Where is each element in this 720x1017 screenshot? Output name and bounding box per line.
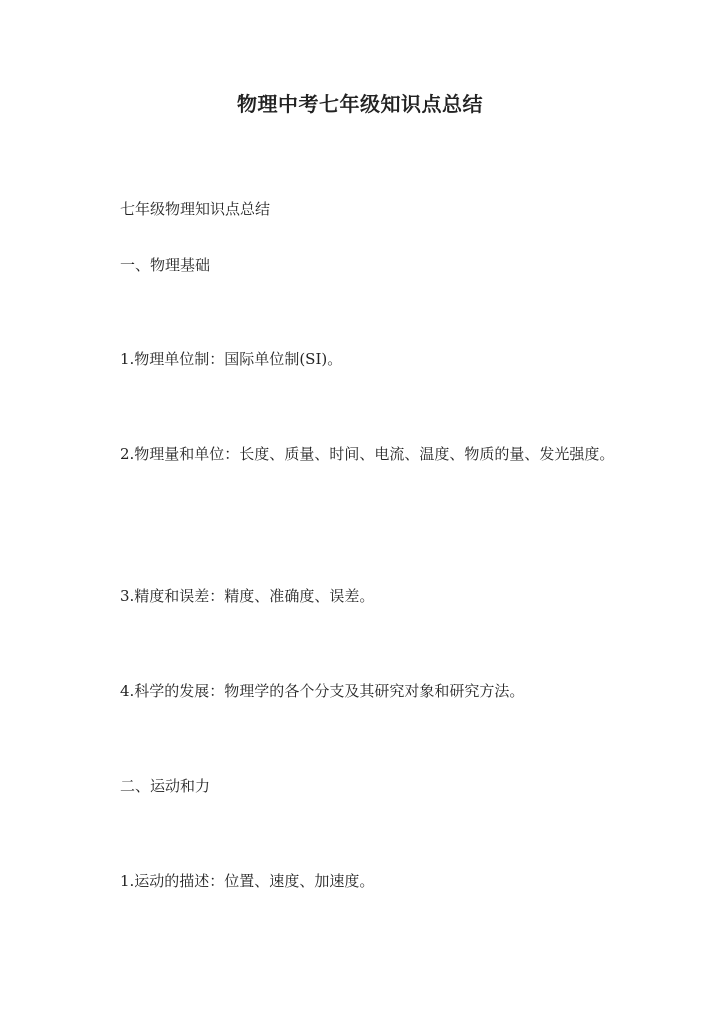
paragraph-1-1: 1.物理单位制：国际单位制(SI)。 <box>120 350 343 368</box>
section-heading-1: 一、物理基础 <box>120 256 211 274</box>
document-title: 物理中考七年级知识点总结 <box>237 92 483 116</box>
paragraph-1-2: 2.物理量和单位：长度、质量、时间、电流、温度、物质的量、发光强度。 <box>120 445 615 463</box>
paragraph-2-1: 1.运动的描述：位置、速度、加速度。 <box>120 872 375 890</box>
paragraph-subtitle: 七年级物理知识点总结 <box>120 200 271 218</box>
paragraph-1-4: 4.科学的发展：物理学的各个分支及其研究对象和研究方法。 <box>120 682 525 700</box>
paragraph-1-3: 3.精度和误差：精度、准确度、误差。 <box>120 587 375 605</box>
section-heading-2: 二、运动和力 <box>120 777 211 795</box>
